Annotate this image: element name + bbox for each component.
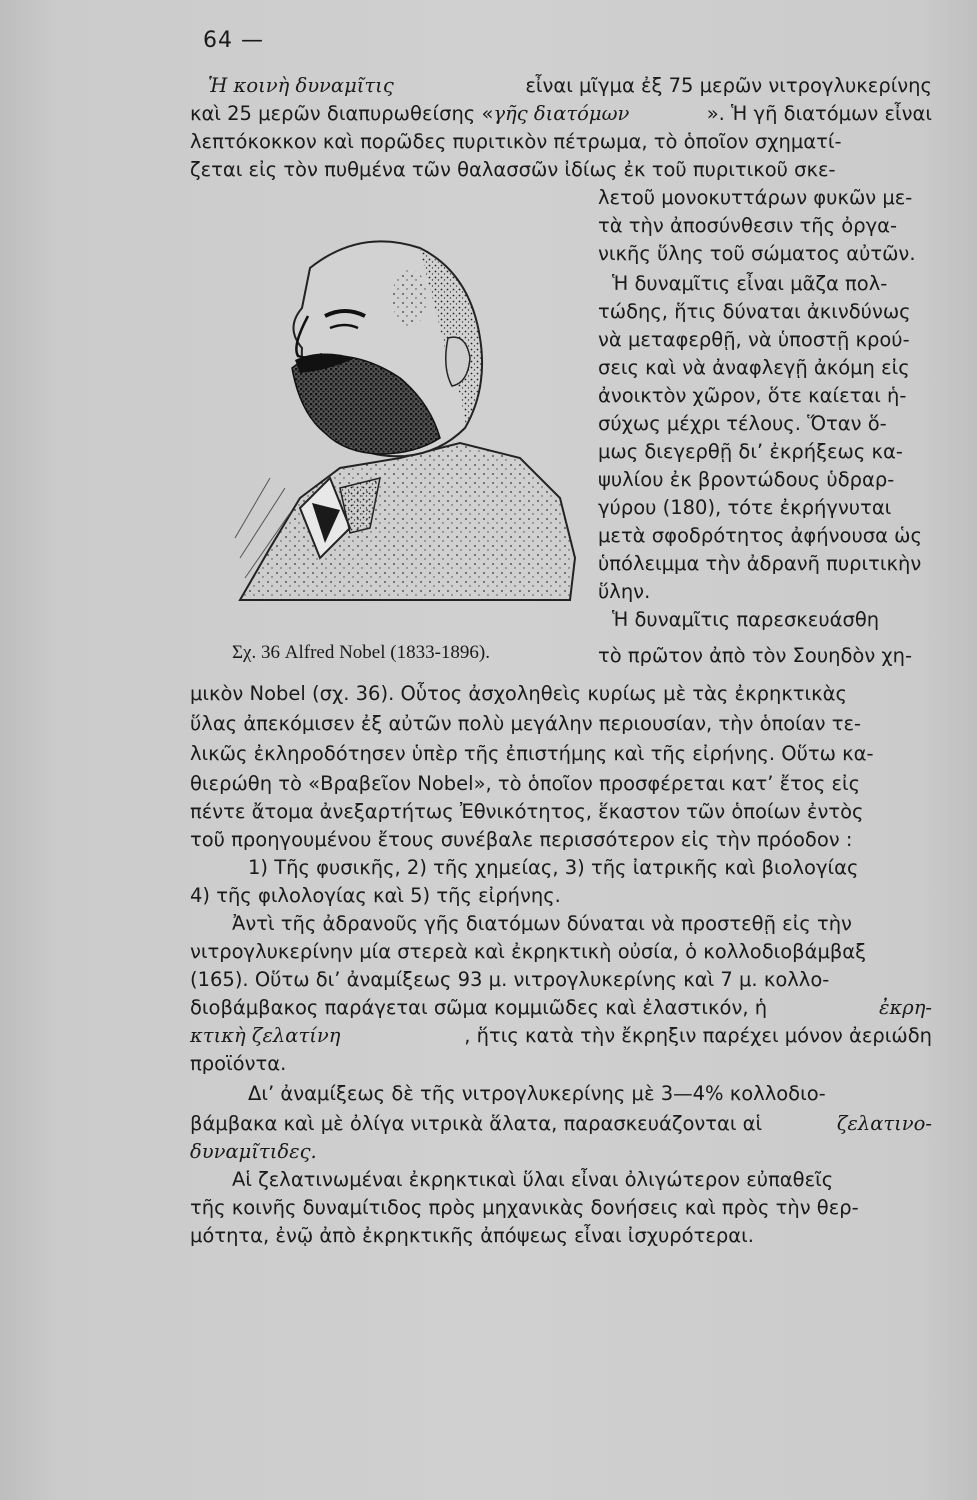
text-line-b6: τοῦ προηγουμένου ἔτους συνέβαλε περισσότερον εἰς τὴν πρόοδον : [190, 828, 853, 851]
text-line-b12: διοβάμβακος παράγεται σῶμα κομμιῶδες καὶ ἐλαστικόν, ἡ ἐκρη- [190, 994, 932, 1022]
term-gelatin-dynamites: ζελατινο- [836, 1112, 932, 1135]
column-line-5: τώδης, ἥτις δύναται ἀκινδύνως [598, 300, 911, 323]
text-line-b13: κτικὴ ζελατίνη , ἥτις κατὰ τὴν ἔκρηξιν παρέχει μόνον ἀεριώδη [190, 1022, 932, 1050]
text-line-b4: θιερώθη τὸ «Βραβεῖον Nobel», τὸ ὁποῖον προσφέρεται κατ’ ἔτος εἰς [190, 772, 861, 795]
text-line-b14: προϊόντα. [190, 1052, 287, 1075]
page-number-header: 64 — [203, 28, 264, 53]
column-line-7: σεις καὶ νὰ ἀναφλεγῇ ἀκόμη εἰς [598, 356, 910, 379]
column-line-4: Ἡ δυναμῖτις εἶναι μᾶζα πολ- [612, 272, 888, 295]
term-explosive: ἐκρη- [879, 996, 932, 1019]
column-line-3: νικῆς ὕλης τοῦ σώματος αὐτῶν. [598, 242, 916, 265]
text-line-b8: 4) τῆς φιλολογίας καὶ 5) τῆς εἰρήνης. [190, 884, 561, 907]
text-line-b3: λικῶς ἐκληροδότησεν ὑπὲρ τῆς ἐπιστήμης καὶ τῆς εἰρήνης. Οὕτω κα- [190, 742, 874, 765]
text-line-1: Ἡ κοινὴ δυναμῖτις εἶναι μῖγμα ἐξ 75 μερῶν νιτρογλυκερίνης [208, 72, 932, 100]
text-line-b10: νιτρογλυκερίνην μία στερεὰ καὶ ἐκρηκτικὴ οὐσία, ὁ κολλοδιοβάμβαξ [190, 940, 867, 963]
text-line-b15: Δι’ ἀναμίξεως δὲ τῆς νιτρογλυκερίνης μὲ 3—4% κολλοδιο- [248, 1082, 826, 1105]
text-line-b20: μότητα, ἐνῷ ἀπὸ ἐκρηκτικῆς ἀπόψεως εἶναι ἰσχυρότεραι. [190, 1224, 754, 1247]
column-line-8: ἀνοικτὸν χῶρον, ὅτε καίεται ἡ- [598, 384, 907, 407]
column-line-12: γύρου (180), τότε ἐκρήγνυται [598, 496, 892, 519]
column-line-13: μετὰ σφοδρότητος ἀφήνουσα ὡς [598, 524, 922, 547]
text-line-b17: δυναμῖτιδες. [190, 1140, 317, 1163]
nobel-portrait-illustration [230, 228, 592, 608]
text-line-b16: βάμβακα καὶ μὲ ὀλίγα νιτρικὰ ἅλατα, παρασκευάζονται αἱ ζελατινο- [190, 1110, 932, 1138]
text-line-b19: τῆς κοινῆς δυναμίτιδος πρὸς μηχανικὰς δονήσεις καὶ πρὸς τὴν θερ- [190, 1196, 859, 1219]
column-line-16: Ἡ δυναμῖτις παρεσκευάσθη [612, 608, 880, 631]
text-line-b18: Αἱ ζελατινωμέναι ἐκρηκτικαὶ ὕλαι εἶναι ὀλιγώτερον εὐπαθεῖς [232, 1168, 834, 1191]
text-line-b9: Ἀντὶ τῆς ἀδρανοῦς γῆς διατόμων δύναται νὰ προστεθῇ εἰς τὴν [232, 912, 852, 935]
column-line-17: τὸ πρῶτον ἀπὸ τὸν Σουηδὸν χη- [598, 644, 913, 667]
column-line-10: μως διεγερθῇ δι’ ἐκρήξεως κα- [598, 440, 903, 463]
text-line-b7: 1) Τῆς φυσικῆς, 2) τῆς χημείας, 3) τῆς ἰατρικῆς καὶ βιολογίας [248, 856, 859, 879]
text-line-4: ζεται εἰς τὸν πυθμένα τῶν θαλασσῶν ἰδίως ἐκ τοῦ πυριτικοῦ σκε- [190, 158, 836, 181]
text-line-b5: πέντε ἄτομα ἀνεξαρτήτως Ἐθνικότητος, ἕκαστον τῶν ὁποίων ἐντὸς [190, 800, 864, 823]
term-explosive-gelatin: κτικὴ ζελατίνη [190, 1024, 341, 1047]
column-line-11: ψυλίου ἐκ βροντώδους ὑδραρ- [598, 468, 895, 491]
text-line-2: καὶ 25 μερῶν διαπυρωθείσης « γῆς διατόμων ». Ἡ γῆ διατόμων εἶναι [190, 100, 932, 128]
column-line-2: τὰ τὴν ἀποσύνθεσιν τῆς ὀργα- [598, 214, 898, 237]
column-line-14: ὑπόλειμμα τὴν ἀδρανῆ πυριτικὴν [598, 552, 922, 575]
term-common-dynamite: Ἡ κοινὴ δυναμῖτις [208, 74, 394, 97]
column-line-6: νὰ μεταφερθῇ, νὰ ὑποστῇ κρού- [598, 328, 910, 351]
text-line-b1: μικὸν Nobel (σχ. 36). Οὗτος ἀσχοληθεὶς κυρίως μὲ τὰς ἐκρηκτικὰς [190, 682, 847, 705]
text-line-3: λεπτόκοκκον καὶ πορῶδες πυριτικὸν πέτρωμα, τὸ ὁποῖον σχηματί- [190, 130, 842, 153]
term-diatomaceous-earth: γῆς διατόμων [493, 102, 630, 125]
text-line-b11: (165). Οὕτω δι’ ἀναμίξεως 93 μ. νιτρογλυκερίνης καὶ 7 μ. κολλο- [190, 968, 830, 991]
text-line-b2: ὕλας ἀπεκόμισεν ἐξ αὐτῶν πολὺ μεγάλην περιουσίαν, τὴν ὁποίαν τε- [190, 712, 862, 735]
column-line-1: λετοῦ μονοκυττάρων φυκῶν με- [598, 186, 913, 209]
column-line-15: ὕλην. [598, 580, 651, 603]
figure-caption: Σχ. 36 Alfred Nobel (1833-1896). [232, 642, 490, 663]
column-line-9: σύχως μέχρι τέλους. Ὅταν ὅ- [598, 412, 887, 435]
